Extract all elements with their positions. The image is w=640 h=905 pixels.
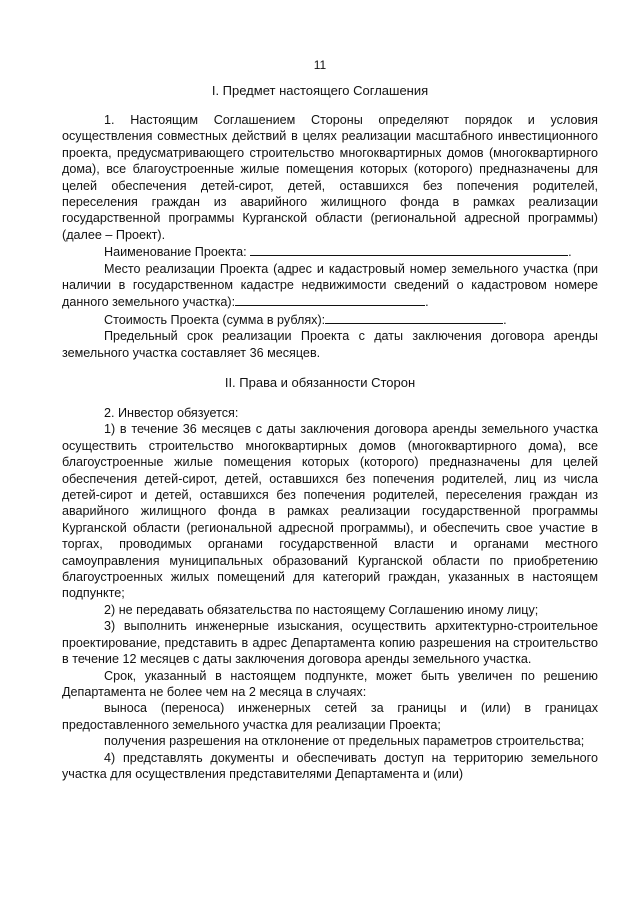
project-cost-label: Стоимость Проекта (сумма в рублях): (104, 312, 326, 327)
subparagraph-1: 1) в течение 36 месяцев с даты заключения договора аренды земельного участка осуществить строительство многоквартирных домов (многоквартирного дома), все благоустроенные жилые помещения которых (которого) предназначены для целей обеспечения детей-сирот, детей, оставшихся без попечения родителей, лиц из числа детей-сирот и детей, оставшихся без попечения родителей, переселения граждан из аварийного жилищного фонда в рамках реализации государственной программы Курганской области (региональной адресной программы), и обеспечить свое участие в торгах, проводимых органами государственной власти и органами местного самоуправления муниципальных образований Курганской области по приобретению благоустроенных жилых помещений для категорий граждан, указанных в настоящем подпункте; (62, 422, 598, 601)
paragraph-2: 2. Инвестор обязуется: (104, 406, 239, 420)
project-place-line: Место реализации Проекта (адрес и кадастровый номер земельного участка (при наличии в государственном кадастре недвижимости сведений о кадастровом номере данного земельного участка): . (62, 261, 598, 310)
project-name-line: Наименование Проекта: . (104, 245, 572, 260)
subparagraph-4: 4) представлять документы и обеспечивать доступ на территорию земельного участка для осуществления представителями Департамента и (или) (62, 750, 598, 781)
page-number: 11 (313, 58, 327, 72)
project-place-blank (235, 293, 425, 306)
section-2-body (62, 405, 598, 782)
section-2-heading: II. Права и обязанности Сторон (224, 375, 416, 390)
section-1-body (62, 112, 598, 361)
subparagraph-3: 3) выполнить инженерные изыскания, осуществить архитектурно-строительное проектирование, представить в адрес Департамента копию разрешения на строительство в течение 12 месяцев с даты заключения договора аренды земельного участка. (62, 619, 598, 667)
project-name-blank (250, 243, 568, 256)
section-1-heading: I. Предмет настоящего Соглашения (211, 83, 429, 98)
paragraph-1: 1. Настоящим Соглашением Стороны определяют порядок и условия осуществления совместных действий в целях реализации масштабного инвестиционного проекта, предусматривающего строительство многоквартирных домов (многоквартирного дома), все благоустроенные жилые помещения которых (которого) предназначены для целей обеспечения детей-сирот, детей, оставшихся без попечения родителей, переселения граждан из аварийного жилищного фонда в рамках реализации государственной программы Курганской области (региональной адресной программы) (далее – Проект). (62, 113, 598, 242)
project-term: Предельный срок реализации Проекта с даты заключения договора аренды земельного участка составляет 36 месяцев. (62, 329, 598, 360)
project-place-label: Место реализации Проекта (адрес и кадастровый номер земельного участка (при наличии в государственном кадастре недвижимости сведений о кадастровом номере данного земельного участка): (62, 261, 598, 310)
project-name-label: Наименование Проекта: (104, 245, 247, 260)
project-cost-blank (325, 311, 503, 324)
case-relocation: выноса (переноса) инженерных сетей за границы и (или) в границах предоставленного земельного участка для реализации Проекта; (62, 701, 598, 732)
subparagraph-2: 2) не передавать обязательства по настоящему Соглашению иному лицу; (104, 602, 539, 617)
project-cost-line: Стоимость Проекта (сумма в рублях): . (104, 312, 507, 327)
case-permit: получения разрешения на отклонение от предельных параметров строительства; (104, 734, 585, 749)
term-extension: Срок, указанный в настоящем подпункте, может быть увеличен по решению Департамента не более чем на 2 месяца в случаях: (62, 668, 598, 699)
